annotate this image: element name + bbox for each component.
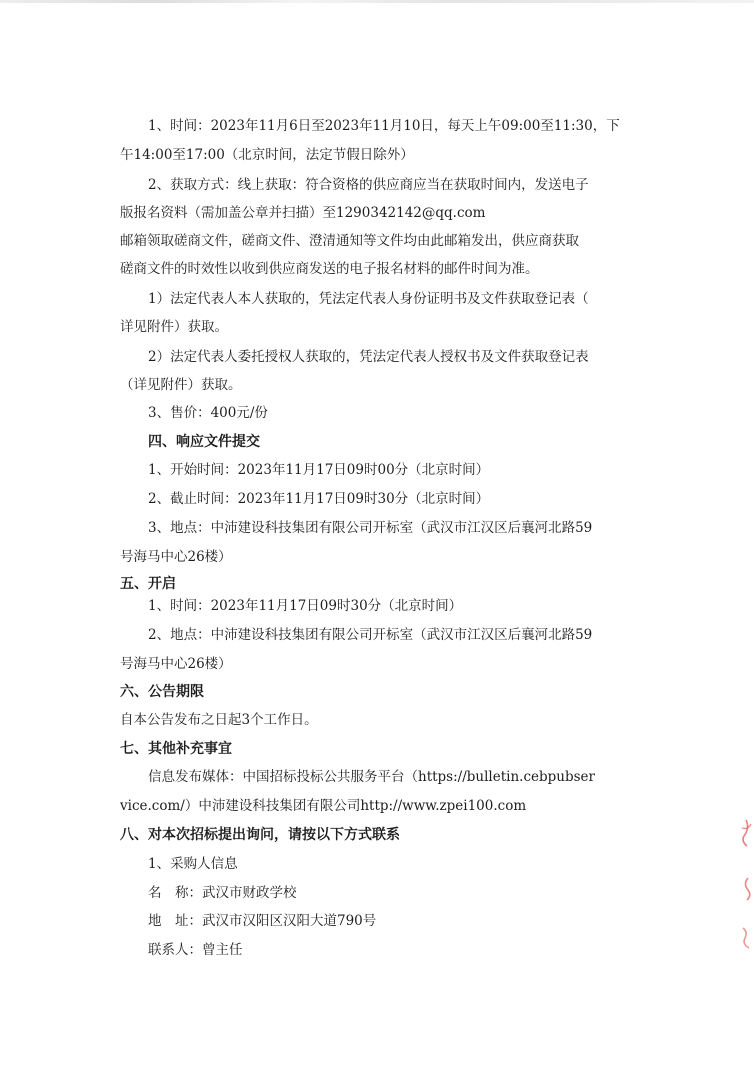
text-line: 3、地点：中沛建设科技集团有限公司开标室（武汉市江汉区后襄河北路59 xyxy=(148,520,593,536)
text-line: 1、时间：2023年11月6日至2023年11月10日，每天上午09:00至11:30，下 xyxy=(148,118,620,134)
red-seal-stamp-fragment xyxy=(736,808,754,958)
text-line: 1、采购人信息 xyxy=(148,856,238,872)
section-heading: 八、对本次招标提出询问，请按以下方式联系 xyxy=(120,827,400,843)
text-line: 版报名资料（需加盖公章并扫描）至1290342142@qq.com xyxy=(120,205,486,221)
text-line: 2、截止时间：2023年11月17日09时30分（北京时间） xyxy=(148,491,490,507)
text-line: 详见附件）获取。 xyxy=(120,319,228,335)
text-line: 1、时间：2023年11月17日09时30分（北京时间） xyxy=(148,598,463,614)
text-line: 地 址：武汉市汉阳区汉阳大道790号 xyxy=(148,913,377,929)
text-line: 2、获取方式：线上获取：符合资格的供应商应当在获取时间内，发送电子 xyxy=(148,177,589,193)
section-heading: 四、响应文件提交 xyxy=(148,434,260,450)
section-heading: 七、其他补充事宜 xyxy=(120,741,232,757)
text-line: 邮箱领取磋商文件，磋商文件、澄清通知等文件均由此邮箱发出，供应商获取 xyxy=(120,233,579,249)
text-line: 2、地点：中沛建设科技集团有限公司开标室（武汉市江汉区后襄河北路59 xyxy=(148,627,593,643)
text-line: 1、开始时间：2023年11月17日09时00分（北京时间） xyxy=(148,462,490,478)
text-line: 信息发布媒体：中国招标投标公共服务平台（https://bulletin.cebpubser xyxy=(148,769,595,785)
text-line: 午14:00至17:00（北京时间，法定节假日除外） xyxy=(120,147,414,163)
text-line: 1）法定代表人本人获取的，凭法定代表人身份证明书及文件获取登记表（ xyxy=(148,291,589,307)
text-line: 自本公告发布之日起3个工作日。 xyxy=(120,712,318,728)
text-line: （详见附件）获取。 xyxy=(120,377,242,393)
text-line: 联系人：曾主任 xyxy=(148,942,243,958)
text-line: 号海马中心26楼） xyxy=(120,549,232,565)
section-heading: 六、公告期限 xyxy=(120,684,204,700)
section-heading: 五、开启 xyxy=(120,576,176,592)
text-line: 磋商文件的时效性以收到供应商发送的电子报名材料的邮件时间为准。 xyxy=(120,261,539,277)
text-line: 2）法定代表人委托授权人获取的，凭法定代表人授权书及文件获取登记表 xyxy=(148,349,589,365)
text-line: vice.com/）中沛建设科技集团有限公司http://www.zpei100.com xyxy=(120,798,527,814)
text-line: 号海马中心26楼） xyxy=(120,656,232,672)
text-line: 3、售价：400元/份 xyxy=(148,405,268,421)
text-line: 名 称：武汉市财政学校 xyxy=(148,885,297,901)
